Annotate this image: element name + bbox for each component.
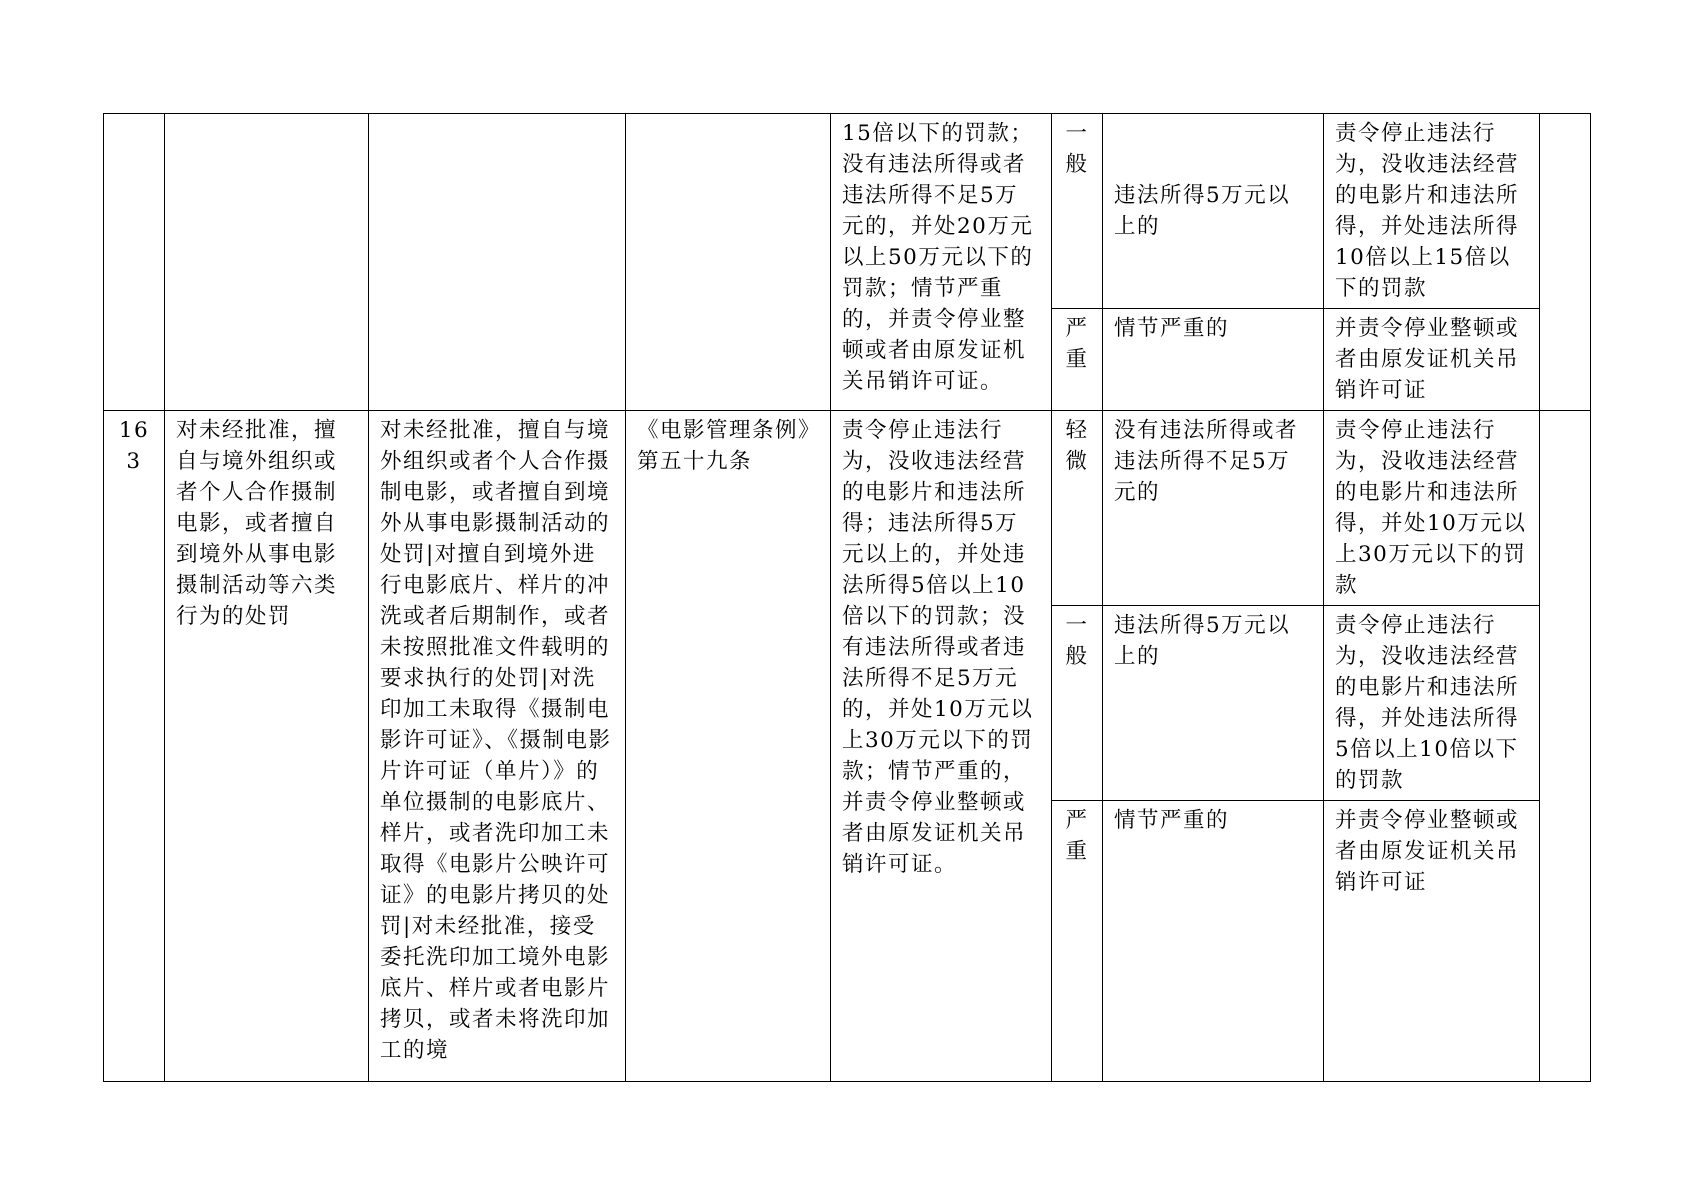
severity-level-cell [1052, 606, 1103, 801]
table-row [104, 114, 1591, 309]
penalty-standard-cell: 责令停止违法行为，没收违法经营的电影片和违法所得，并处违法所得5倍以上10倍以下的罚款 [1324, 606, 1540, 801]
circumstance-cell: 违法所得5万元以上的 [1103, 606, 1324, 801]
penalty-standard-cell: 责令停止违法行为，没收违法经营的电影片和违法所得，并处违法所得10倍以上15倍以下的罚款 [1324, 114, 1540, 309]
severity-level-label: 严重 [1065, 316, 1089, 372]
severity-level-label: 一般 [1065, 613, 1089, 669]
severity-level-cell [1052, 411, 1103, 606]
legal-basis-cell [626, 114, 831, 411]
severity-level-cell [1052, 114, 1103, 309]
severity-level-label: 严重 [1065, 808, 1089, 864]
circumstance-cell: 没有违法所得或者违法所得不足5万元的 [1103, 411, 1324, 606]
severity-level-label: 一般 [1065, 121, 1089, 177]
circumstance-cell: 情节严重的 [1103, 801, 1324, 1082]
item-number-cell: 163 [104, 411, 165, 1082]
item-name-cell [165, 114, 369, 411]
penalty-standards-table [103, 113, 1591, 1082]
remarks-cell [1540, 114, 1591, 411]
penalty-provision-cell: 责令停止违法行为，没收违法经营的电影片和违法所得；违法所得5万元以上的，并处违法所得5倍以上10倍以下的罚款；没有违法所得或者违法所得不足5万元的，并处10万元以上30万元以下的罚款；情节严重的，并责令停业整顿或者由原发证机关吊销许可证。 [831, 411, 1052, 1082]
penalty-standard-cell: 并责令停业整顿或者由原发证机关吊销许可证 [1324, 309, 1540, 411]
legal-basis-cell: 《电影管理条例》第五十九条 [626, 411, 831, 1082]
severity-level-cell [1052, 309, 1103, 411]
item-content-cell: 对未经批准，擅自与境外组织或者个人合作摄制电影，或者擅自到境外从事电影摄制活动的处罚|对擅自到境外进行电影底片、样片的冲洗或者后期制作，或者未按照批准文件载明的要求执行的处罚|对洗印加工未取得《摄制电影许可证》、《摄制电影片许可证（单片）》的单位摄制的电影底片、样片，或者洗印加工未取得《电影片公映许可证》的电影片拷贝的处罚|对未经批准，接受委托洗印加工境外电影底片、样片或者电影片拷贝，或者未将洗印加工的境 [369, 411, 626, 1082]
item-name-cell: 对未经批准，擅自与境外组织或者个人合作摄制电影，或者擅自到境外从事电影摄制活动等六类行为的处罚 [165, 411, 369, 1082]
item-number-cell [104, 114, 165, 411]
severity-level-cell [1052, 801, 1103, 1082]
penalty-standard-cell: 并责令停业整顿或者由原发证机关吊销许可证 [1324, 801, 1540, 1082]
severity-level-label: 轻微 [1065, 418, 1089, 474]
penalty-provision-cell: 15倍以下的罚款；没有违法所得或者违法所得不足5万元的，并处20万元以上50万元以下的罚款；情节严重的，并责令停业整顿或者由原发证机关吊销许可证。 [831, 114, 1052, 411]
item-content-cell [369, 114, 626, 411]
table-row [104, 411, 1591, 606]
circumstance-cell: 情节严重的 [1103, 309, 1324, 411]
penalty-standard-cell: 责令停止违法行为，没收违法经营的电影片和违法所得，并处10万元以上30万元以下的罚款 [1324, 411, 1540, 606]
circumstance-cell: 违法所得5万元以上的 [1103, 114, 1324, 309]
remarks-cell [1540, 411, 1591, 1082]
